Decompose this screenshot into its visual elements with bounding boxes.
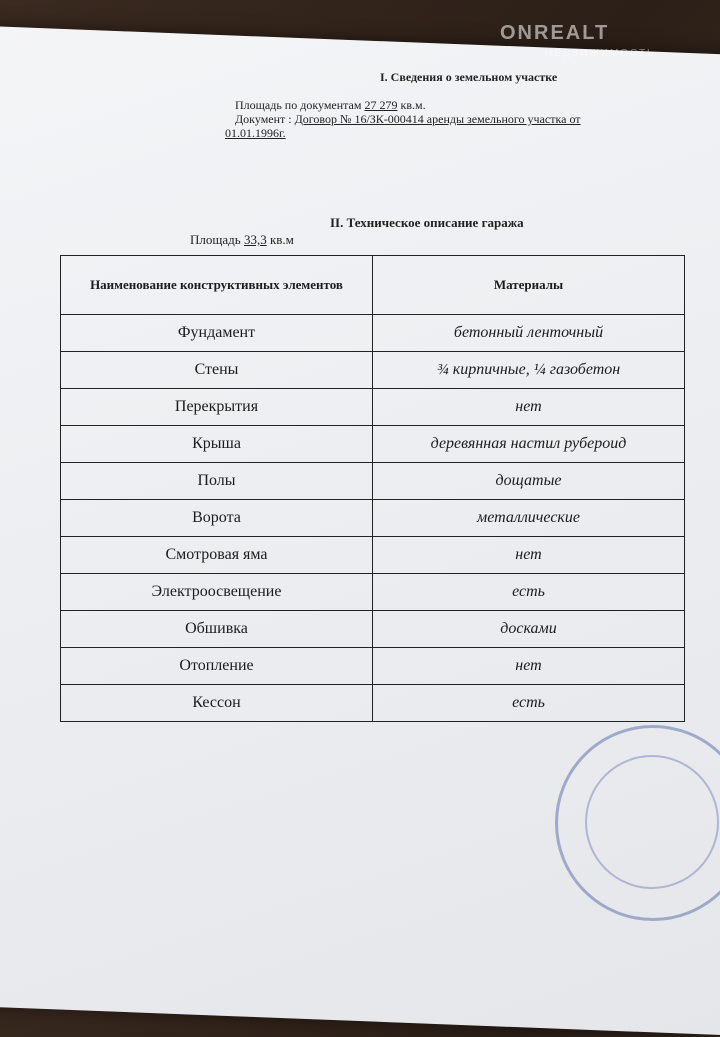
- table-row: [61, 611, 685, 648]
- header-materials: Материалы: [373, 256, 685, 315]
- document-date: 01.01.1996г.: [225, 126, 286, 140]
- garage-description-table: [60, 255, 685, 722]
- document-label: Документ :: [235, 112, 292, 126]
- land-area-value: 27 279: [364, 98, 398, 112]
- official-stamp-inner: [585, 755, 719, 889]
- element-material: ¾ кирпичные, ¼ газобетон: [373, 352, 685, 389]
- document-value: Договор № 16/ЗК-000414 аренды земельного участка от: [294, 112, 581, 126]
- element-name: Полы: [61, 463, 373, 500]
- table-row: [61, 352, 685, 389]
- element-name: Обшивка: [61, 611, 373, 648]
- element-material: дощатые: [373, 463, 685, 500]
- element-material: металлические: [373, 500, 685, 537]
- table-row: [61, 685, 685, 722]
- document-line: [235, 112, 581, 127]
- element-name: Ворота: [61, 500, 373, 537]
- section1-title: I. Сведения о земельном участке: [380, 70, 558, 84]
- table-row: [61, 574, 685, 611]
- element-material: нет: [373, 648, 685, 685]
- table-row: [61, 315, 685, 352]
- land-area-line: [235, 98, 426, 113]
- land-area-label: Площадь по документам: [235, 98, 362, 112]
- element-material: нет: [373, 537, 685, 574]
- element-name: Стены: [61, 352, 373, 389]
- garage-area-label: Площадь: [190, 232, 241, 247]
- element-name: Крыша: [61, 426, 373, 463]
- land-area-unit: кв.м.: [400, 98, 426, 112]
- element-name: Смотровая яма: [61, 537, 373, 574]
- element-material: нет: [373, 389, 685, 426]
- element-material: есть: [373, 574, 685, 611]
- table-row: [61, 537, 685, 574]
- table-row: [61, 426, 685, 463]
- header-elements: Наименование конструктивных элементов: [61, 256, 373, 315]
- element-material: бетонный ленточный: [373, 315, 685, 352]
- element-name: Отопление: [61, 648, 373, 685]
- element-material: есть: [373, 685, 685, 722]
- garage-area-unit: кв.м: [269, 232, 294, 247]
- element-material: досками: [373, 611, 685, 648]
- element-name: Кессон: [61, 685, 373, 722]
- element-name: Перекрытия: [61, 389, 373, 426]
- element-material: деревянная настил рубероид: [373, 426, 685, 463]
- watermark-subtitle: НЕДВИЖИМОСТЬ: [545, 48, 656, 59]
- table-row: [61, 389, 685, 426]
- watermark-brand: ONREALT: [500, 22, 610, 44]
- element-name: Фундамент: [61, 315, 373, 352]
- garage-area-line: [190, 232, 294, 248]
- section2-title: II. Техническое описание гаража: [330, 215, 524, 230]
- table-row: [61, 463, 685, 500]
- element-name: Электроосвещение: [61, 574, 373, 611]
- table-row: [61, 500, 685, 537]
- garage-area-value: 33,3: [243, 232, 267, 247]
- table-row: [61, 648, 685, 685]
